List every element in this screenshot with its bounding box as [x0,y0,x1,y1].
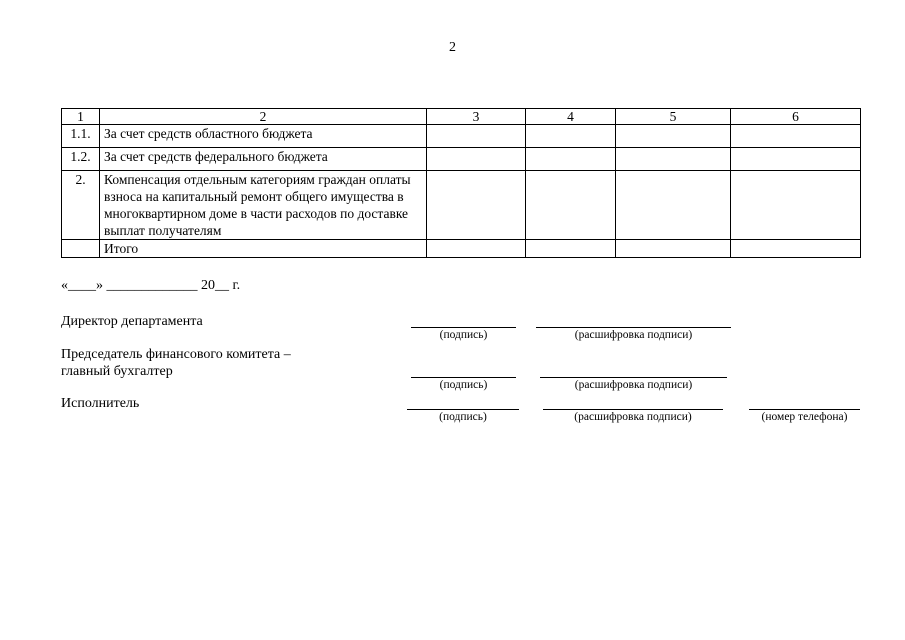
column-header: 6 [731,109,861,125]
column-header: 1 [62,109,100,125]
column-header: 4 [526,109,616,125]
row-number: 1.1. [62,125,100,148]
table-cell [427,240,526,258]
table-cell [526,171,616,240]
row-description: За счет средств федерального бюджета [100,148,427,171]
table-cell [616,240,731,258]
table-cell [427,148,526,171]
executor-label: Исполнитель [61,396,140,411]
table-row [62,125,861,148]
column-header: 5 [616,109,731,125]
chairman-decoding-line [540,377,727,378]
row-number: 2. [62,171,100,240]
table-cell [731,148,861,171]
table-cell [616,148,731,171]
row-number: 1.2. [62,148,100,171]
chairman-label-line2: главный бухгалтер [61,364,173,379]
signature-caption: (подпись) [439,329,488,341]
decoding-caption: (расшифровка подписи) [574,329,693,341]
table-total-row [62,240,861,258]
page-number: 2 [449,40,456,55]
date-line: «____» _____________ 20__ г. [61,278,241,293]
budget-table [61,108,861,258]
table-cell [731,171,861,240]
decoding-caption: (расшифровка подписи) [574,411,692,423]
table-cell [731,125,861,148]
signature-caption: (подпись) [439,379,488,391]
table-cell [526,240,616,258]
row-description: Компенсация отдельным категориям граждан оплаты взноса на капитальный ремонт общего имущества в многоквартирном доме в части расходов по доставке выплат получателям [100,171,427,240]
director-signature-line [411,327,516,328]
column-header: 2 [100,109,427,125]
executor-signature-line [407,409,519,410]
table-row [62,148,861,171]
director-label: Директор департамента [61,314,203,329]
table-header-row [62,109,861,125]
table-cell [616,125,731,148]
table-cell [427,125,526,148]
executor-phone-line [749,409,860,410]
chairman-label-line1: Председатель финансового комитета – [61,347,291,362]
decoding-caption: (расшифровка подписи) [574,379,693,391]
column-header: 3 [427,109,526,125]
table-cell [526,125,616,148]
chairman-signature-line [411,377,516,378]
phone-caption: (номер телефона) [761,411,848,423]
row-number [62,240,100,258]
signature-caption: (подпись) [439,411,487,423]
table-cell [526,148,616,171]
director-decoding-line [536,327,731,328]
row-description: За счет средств областного бюджета [100,125,427,148]
executor-decoding-line [543,409,723,410]
table-cell [731,240,861,258]
table-cell [427,171,526,240]
table-cell [616,171,731,240]
row-description: Итого [100,240,427,258]
table-row [62,171,861,240]
